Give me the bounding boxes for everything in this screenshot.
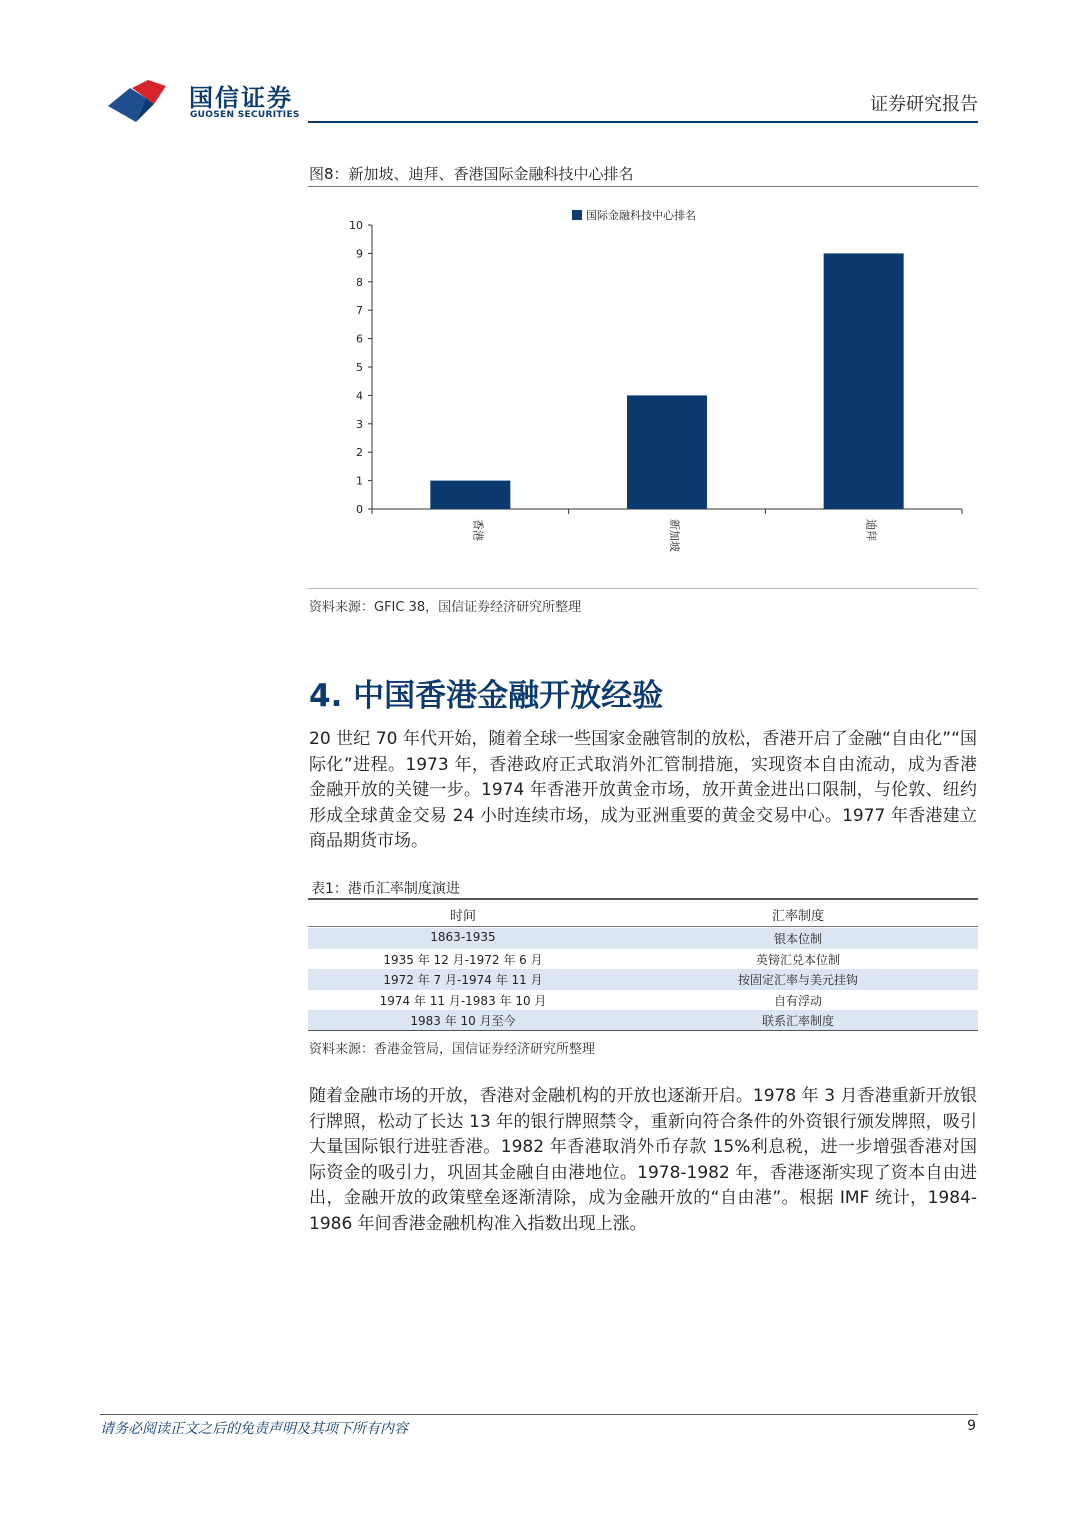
table-body xyxy=(308,928,978,1031)
table-row xyxy=(308,928,978,949)
legend-label: 国际金融科技中心排名 xyxy=(586,209,696,222)
table-cell-time: 1974 年 11 月-1983 年 10 月 xyxy=(379,993,547,1008)
table-top-rule xyxy=(308,898,978,900)
table-row xyxy=(308,969,978,990)
body-paragraph: 随着金融市场的开放，香港对金融机构的开放也逐渐开启。1978 年 3 月香港重新开放银行牌照，松动了长达 13 年的银行牌照禁令，重新向符合条件的外资银行颁发牌照，吸引大量国际银行进驻香港。1982 年香港取消外币存款 15%利息税，进一步增强香港对国际资金的吸引力，巩固其金融自由港地位。1978-1982 年，香港逐渐实现了资本自由进出，金融开放的政策壁垒逐渐清除，成为金融开放的“自由港”。根据 IMF 统计，1984-1986 年间香港金融机构准入指数出现上涨。 xyxy=(309,1086,977,1234)
y-tick-label: 0 xyxy=(356,503,363,516)
y-tick-label: 8 xyxy=(356,275,363,289)
page-number: 9 xyxy=(967,1418,976,1434)
table-header-regime: 汇率制度 xyxy=(771,909,824,924)
table-bottom-rule xyxy=(308,1030,978,1031)
table-cell-regime: 英镑汇兑本位制 xyxy=(755,952,840,967)
figure-source: 资料来源：GFIC 38，国信证券经济研究所整理 xyxy=(309,600,582,615)
table-row xyxy=(308,1010,978,1031)
table-cell-regime: 自有浮动 xyxy=(773,993,822,1008)
bar-香港 xyxy=(430,481,510,509)
x-tick-label: 新加坡 xyxy=(668,519,681,552)
guosen-logo-icon xyxy=(106,76,182,124)
y-tick-label: 9 xyxy=(356,247,363,261)
figure-divider xyxy=(308,186,978,187)
table-header-time: 时间 xyxy=(449,909,476,924)
table-cell-regime: 联系汇率制度 xyxy=(761,1014,834,1028)
y-tick-label: 4 xyxy=(356,389,363,403)
table-header-row xyxy=(308,902,978,927)
figure-caption: 图8：新加坡、迪拜、香港国际金融科技中心排名 xyxy=(309,165,634,183)
y-tick-label: 1 xyxy=(356,474,363,488)
x-tick-label: 香港 xyxy=(471,519,485,541)
y-tick-label: 5 xyxy=(356,361,363,374)
x-tick-label: 迪拜 xyxy=(864,519,878,541)
y-tick-label: 2 xyxy=(356,446,363,460)
logo-text: 国信证券 xyxy=(189,84,293,112)
legend-swatch xyxy=(572,210,582,220)
section-title: 4. 中国香港金融开放经验 xyxy=(309,678,664,714)
footer-disclaimer: 请务必阅读正文之后的免责声明及其项下所有内容 xyxy=(100,1421,408,1437)
bar-chart xyxy=(308,200,978,580)
figure-bottom-divider xyxy=(308,588,978,589)
y-tick-label: 3 xyxy=(356,417,363,431)
table-cell-regime: 按固定汇率与美元挂钩 xyxy=(737,973,858,987)
table-caption: 表1：港币汇率制度演进 xyxy=(311,881,460,897)
logo-subtext: GUOSEN SECURITIES xyxy=(190,110,300,120)
header-divider xyxy=(308,121,978,123)
y-tick-label: 10 xyxy=(349,219,363,232)
y-tick-label: 6 xyxy=(356,332,363,346)
table-cell-time: 1972 年 7 月-1974 年 11 月 xyxy=(383,973,543,987)
body-paragraph: 20 世纪 70 年代开始，随着全球一些国家金融管制的放松，香港开启了金融“自由化”“国际化”进程。1973 年，香港政府正式取消外汇管制措施，实现资本自由流动，成为香港金融开放的关键一步。1974 年香港开放黄金市场，放开黄金进出口限制，与伦敦、纽约形成全球黄金交易 24 小时连续市场，成为亚洲重要的黄金交易中心。1977 年香港建立商品期货市场。 xyxy=(309,729,977,851)
table-cell-time: 1863-1935 xyxy=(430,930,496,944)
y-tick-label: 7 xyxy=(356,304,363,318)
report-type-label: 证券研究报告 xyxy=(870,94,978,115)
table-row xyxy=(308,990,978,1011)
table-cell-time: 1935 年 12 月-1972 年 6 月 xyxy=(383,952,543,967)
table-row xyxy=(308,949,978,970)
table-cell-time: 1983 年 10 月至今 xyxy=(410,1014,516,1028)
table-source: 资料来源：香港金管局，国信证券经济研究所整理 xyxy=(309,1042,596,1057)
table-cell-regime: 银本位制 xyxy=(773,932,822,946)
footer-divider xyxy=(100,1414,978,1415)
bar-迪拜 xyxy=(824,253,904,509)
bar-新加坡 xyxy=(627,395,707,509)
